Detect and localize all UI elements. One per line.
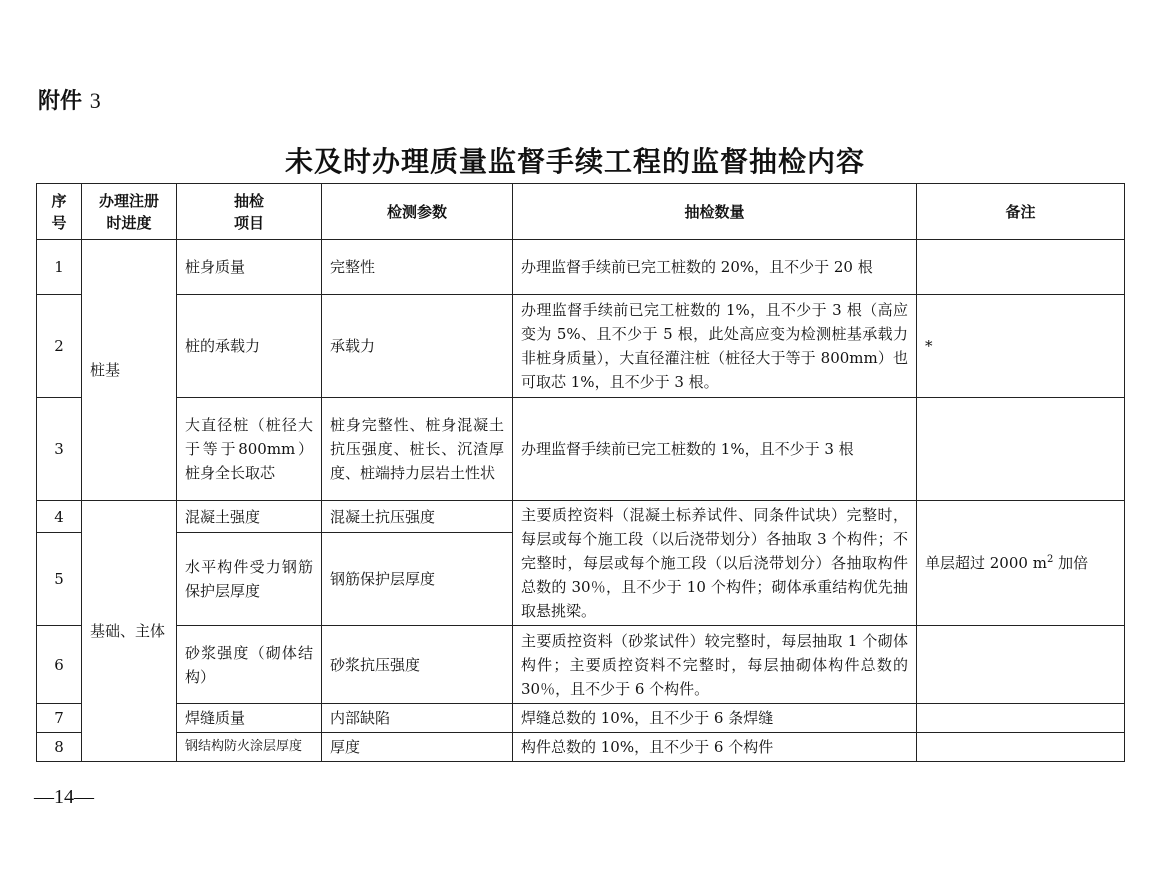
table-row xyxy=(37,704,1125,733)
inspection-table xyxy=(36,183,1125,762)
table-row xyxy=(37,295,1125,398)
row-no: 5 xyxy=(37,533,82,626)
row-remarks xyxy=(917,704,1125,733)
row-no: 4 xyxy=(37,501,82,533)
page-title: 未及时办理质量监督手续工程的监督抽检内容 xyxy=(284,145,865,178)
row-quantity: 构件总数的 10%，且不少于 6 个构件 xyxy=(513,733,917,762)
page-number: —14— xyxy=(34,786,94,808)
table-row xyxy=(37,240,1125,295)
row-remarks xyxy=(917,398,1125,501)
row-params: 混凝土抗压强度 xyxy=(322,501,513,533)
row-params: 内部缺陷 xyxy=(322,704,513,733)
table-row xyxy=(37,398,1125,501)
row-quantity: 主要质控资料（砂浆试件）较完整时，每层抽取 1 个砌体构件；主要质控资料不完整时，每层抽砌体构件总数的 30％，且不少于 6 个构件。 xyxy=(513,626,917,704)
attachment-label: 附件 3 xyxy=(38,88,101,114)
row-item: 桩身质量 xyxy=(177,240,322,295)
row-no: 8 xyxy=(37,733,82,762)
row-params: 承载力 xyxy=(322,295,513,398)
group-pile: 桩基 xyxy=(82,240,177,501)
row-remarks xyxy=(917,733,1125,762)
row-quantity: 办理监督手续前已完工桩数的 1%，且不少于 3 根（高应变为 5%、且不少于 5 根，此处高应变为检测桩基承载力非桩身质量），大直径灌注桩（桩径大于等于 800mm）也可取芯 1%，且不少于 3 根。 xyxy=(513,295,917,398)
attachment-number: 3 xyxy=(89,88,101,113)
row-item: 桩的承载力 xyxy=(177,295,322,398)
row-remarks xyxy=(917,626,1125,704)
header-params: 检测参数 xyxy=(322,184,513,240)
header-item: 抽检项目 xyxy=(177,184,322,240)
table-row xyxy=(37,501,1125,533)
row-params: 砂浆抗压强度 xyxy=(322,626,513,704)
table-header-row xyxy=(37,184,1125,240)
header-seq: 序号 xyxy=(37,184,82,240)
group-foundation: 基础、主体 xyxy=(82,501,177,762)
row-item: 大直径桩（桩径大于等于800mm）桩身全长取芯 xyxy=(177,398,322,501)
row-no: 7 xyxy=(37,704,82,733)
table-row xyxy=(37,626,1125,704)
row-quantity: 焊缝总数的 10%，且不少于 6 条焊缝 xyxy=(513,704,917,733)
row-params: 厚度 xyxy=(322,733,513,762)
header-remarks: 备注 xyxy=(917,184,1125,240)
row-remarks: * xyxy=(917,295,1125,398)
row-item: 水平构件受力钢筋保护层厚度 xyxy=(177,533,322,626)
row-item: 钢结构防火涂层厚度 xyxy=(177,733,322,762)
row-no: 1 xyxy=(37,240,82,295)
row-quantity: 办理监督手续前已完工桩数的 1%，且不少于 3 根 xyxy=(513,398,917,501)
merged-remarks: 单层超过 2000 $m^2$ 加倍 xyxy=(917,501,1125,626)
row-no: 3 xyxy=(37,398,82,501)
merged-quantity: 主要质控资料（混凝土标养试件、同条件试块）完整时，每层或每个施工段（以后浇带划分）各抽取 3 个构件；不完整时，每层或每个施工段（以后浇带划分）各抽取构件总数的 30％，且不少于 10 个构件；砌体承重结构优先抽取悬挑梁。 xyxy=(513,501,917,626)
row-params: 桩身完整性、桩身混凝土抗压强度、桩长、沉渣厚度、桩端持力层岩土性状 xyxy=(322,398,513,501)
row-params: 钢筋保护层厚度 xyxy=(322,533,513,626)
header-progress: 办理注册时进度 xyxy=(82,184,177,240)
row-quantity: 办理监督手续前已完工桩数的 20%，且不少于 20 根 xyxy=(513,240,917,295)
row-remarks xyxy=(917,240,1125,295)
header-quantity: 抽检数量 xyxy=(513,184,917,240)
row-item: 混凝土强度 xyxy=(177,501,322,533)
row-item: 焊缝质量 xyxy=(177,704,322,733)
row-no: 6 xyxy=(37,626,82,704)
row-params: 完整性 xyxy=(322,240,513,295)
table-row xyxy=(37,733,1125,762)
row-item: 砂浆强度（砌体结构） xyxy=(177,626,322,704)
row-no: 2 xyxy=(37,295,82,398)
